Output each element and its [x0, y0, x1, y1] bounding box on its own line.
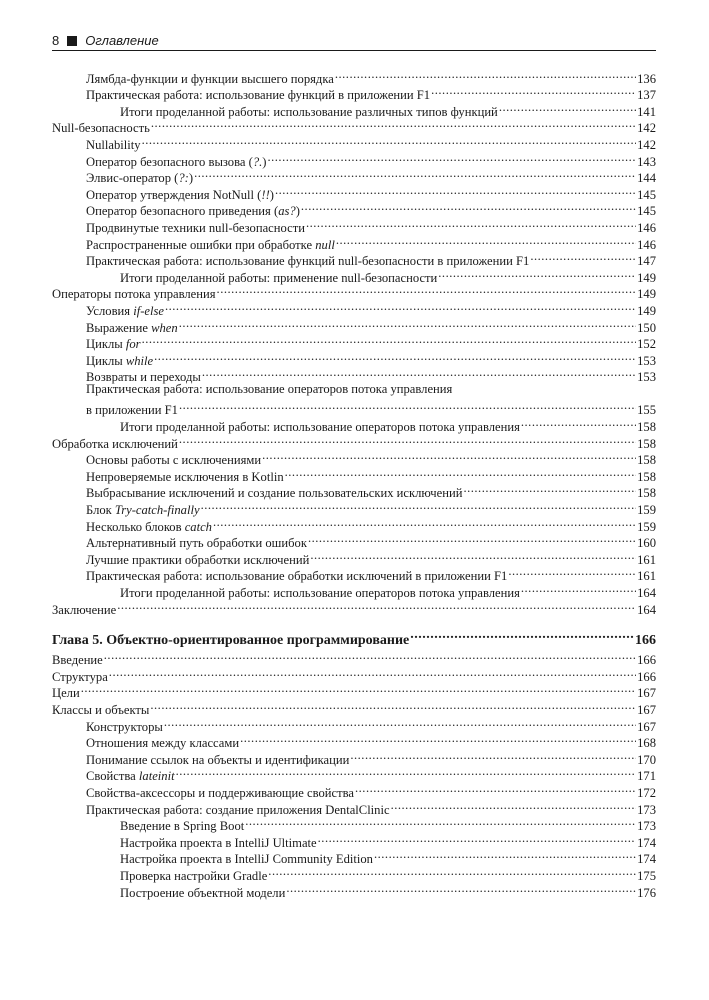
toc-entry-title: в приложении F1 — [86, 403, 178, 418]
dot-leader — [530, 249, 636, 266]
toc-entry — [52, 149, 656, 169]
toc-entry-page: 174 — [637, 852, 656, 867]
toc-entry-title: Непроверяемые исключения в Kotlin — [86, 469, 284, 484]
dot-leader — [335, 66, 636, 83]
toc-entry-title: Итоги проделанной работы: применение null-безопасности — [120, 270, 438, 285]
dot-leader — [104, 648, 636, 665]
dot-leader — [374, 847, 636, 864]
toc-entry-title: Блок Try-catch-finally — [86, 503, 200, 518]
toc-entry-title: Настройка проекта в IntelliJ Ultimate — [120, 835, 317, 850]
dot-leader — [499, 99, 636, 116]
toc-entry-title: Возвраты и переходы — [86, 370, 201, 385]
toc-entry-page: 159 — [637, 519, 656, 534]
dot-leader — [109, 664, 636, 681]
dot-leader — [310, 547, 636, 564]
dot-leader — [164, 714, 636, 731]
toc-entry-title: Настройка проекта в IntelliJ Community Edition — [120, 852, 373, 867]
toc-entry-title: Практическая работа: использование обработки исключений в приложении F1 — [86, 569, 508, 584]
dot-leader — [521, 580, 636, 597]
toc-entry-page: 155 — [637, 403, 656, 418]
toc-entry-title: Оператор безопасного вызова (?.) — [86, 154, 267, 169]
dot-leader — [410, 628, 634, 645]
toc-entry-page: 172 — [637, 785, 656, 800]
toc-entry-page: 137 — [637, 88, 656, 103]
toc-entry-page: 158 — [637, 469, 656, 484]
dot-leader — [267, 149, 636, 166]
toc-entry-title: Итоги проделанной работы: использование операторов потока управления — [120, 586, 520, 600]
dot-leader — [142, 332, 637, 349]
dot-leader — [81, 681, 636, 698]
toc-entry-page: 164 — [637, 586, 656, 600]
dot-leader — [240, 731, 636, 748]
toc-entry-page: 176 — [637, 885, 656, 900]
toc-entry-title: Классы и объекты — [52, 702, 150, 717]
toc-entry-title: Глава 5. Объектно-ориентированное программирование — [52, 633, 410, 649]
dot-leader — [213, 514, 636, 531]
toc-entry-title: Заключение — [52, 602, 117, 617]
toc-entry-page: 166 — [637, 653, 656, 668]
dot-leader — [217, 282, 637, 299]
dot-leader — [202, 365, 636, 382]
toc-entry-title: Итоги проделанной работы: использование различных типов функций — [120, 104, 498, 119]
toc-entry-title: Лямбда-функции и функции высшего порядка — [86, 71, 334, 86]
dot-leader — [194, 166, 636, 183]
toc-entry-page: 153 — [637, 370, 656, 385]
dot-leader — [508, 564, 636, 581]
toc-entry-title: Проверка настройки Gradle — [120, 868, 268, 883]
toc-entry-page: 153 — [637, 353, 656, 368]
toc-entry-page: 144 — [637, 171, 656, 186]
dot-leader — [355, 780, 636, 797]
toc-entry-title: Свойства-аксессоры и поддерживающие свойства — [86, 785, 354, 800]
toc-entry-title: Структура — [52, 669, 108, 684]
dot-leader — [336, 232, 636, 249]
toc-entry-page: 167 — [637, 719, 656, 734]
dot-leader — [142, 132, 637, 149]
toc-entry-title: Практическая работа: использование функций в приложении F1 — [86, 88, 431, 103]
header-title: Оглавление — [85, 33, 159, 48]
toc-entry-title: Понимание ссылок на объекты и идентификации — [86, 752, 350, 767]
toc-entry-page: 158 — [637, 453, 656, 468]
dot-leader — [285, 464, 636, 481]
toc-entry-page: 167 — [637, 686, 656, 701]
toc-entry-page: 175 — [637, 868, 656, 883]
toc-entry-title: Введение — [52, 653, 103, 668]
dot-leader — [154, 348, 636, 365]
toc-entry-page: 168 — [637, 736, 656, 751]
toc-entry — [52, 332, 656, 352]
dot-leader — [350, 747, 636, 764]
dot-leader — [150, 697, 636, 714]
toc-entry-title: Выбрасывание исключений и создание пользовательских исключений — [86, 486, 463, 501]
toc-entry-page: 170 — [637, 752, 656, 767]
toc-entry-title: Построение объектной модели — [120, 885, 286, 900]
dot-leader — [306, 215, 636, 232]
toc-entry-page: 166 — [635, 633, 656, 649]
dot-leader — [286, 880, 636, 897]
toc-entry-title: Оператор утверждения NotNull (!!) — [86, 187, 274, 202]
toc-entry-title: Практическая работа: использование функций null-безопасности в приложении F1 — [86, 254, 530, 269]
dot-leader — [201, 497, 637, 514]
running-header — [52, 30, 656, 51]
toc-entry-title: Цели — [52, 686, 80, 701]
toc-entry — [52, 681, 656, 701]
toc-entry — [52, 597, 656, 617]
dot-leader — [438, 265, 636, 282]
toc-entry-title: Введение в Spring Boot — [120, 819, 245, 834]
table-of-contents — [52, 66, 656, 900]
toc-entry-page: 149 — [637, 287, 656, 302]
toc-entry-title: Оператор безопасного приведения (as?) — [86, 204, 300, 219]
toc-entry-title: Отношения между классами — [86, 736, 240, 751]
toc-entry — [52, 697, 656, 717]
toc-entry-title: Элвис-оператор (?:) — [86, 171, 194, 186]
toc-entry-page: 158 — [637, 436, 656, 451]
toc-entry-page: 142 — [637, 137, 656, 152]
toc-entry-page: 171 — [637, 769, 656, 784]
dot-leader — [268, 863, 636, 880]
toc-entry-page: 166 — [637, 669, 656, 684]
toc-entry-page: 143 — [637, 154, 656, 169]
toc-entry-title: Практическая работа: использование операторов потока управления — [86, 382, 453, 397]
dot-leader — [391, 797, 637, 814]
dot-leader — [179, 431, 636, 448]
toc-entry-page: 152 — [637, 337, 656, 352]
dot-leader — [151, 116, 636, 133]
dot-leader — [165, 298, 636, 315]
toc-entry-page: 145 — [637, 204, 656, 219]
toc-entry-page: 158 — [637, 486, 656, 501]
toc-entry-title: Циклы for — [86, 337, 141, 352]
toc-entry-title: Продвинутые техники null-безопасности — [86, 220, 305, 235]
toc-entry-title: Выражение when — [86, 320, 178, 335]
toc-entry-page: 150 — [637, 320, 656, 335]
dot-leader — [245, 814, 636, 831]
toc-entry-title: Конструкторы — [86, 719, 163, 734]
toc-entry-title: Свойства lateinit — [86, 769, 175, 784]
toc-entry — [52, 132, 656, 152]
toc-entry-title: Практическая работа: создание приложения DentalClinic — [86, 802, 390, 817]
toc-entry-page: 167 — [637, 702, 656, 717]
toc-entry-page: 173 — [637, 819, 656, 834]
dot-leader — [179, 315, 636, 332]
square-bullet-icon — [67, 36, 77, 46]
toc-entry — [52, 66, 656, 86]
page-number: 8 — [52, 33, 60, 48]
toc-entry-page: 145 — [637, 187, 656, 202]
dot-leader — [117, 597, 636, 614]
toc-entry-page: 160 — [637, 536, 656, 551]
toc-entry-title: Основы работы с исключениями — [86, 453, 262, 468]
toc-entry-page: 164 — [637, 602, 656, 617]
toc-entry-title: Лучшие практики обработки исключений — [86, 552, 310, 567]
toc-entry-title: Итоги проделанной работы: использование операторов потока управления — [120, 420, 520, 435]
toc-entry-title: Nullability — [86, 137, 141, 152]
toc-entry-page: 142 — [637, 121, 656, 136]
toc-entry-page: 146 — [637, 220, 656, 235]
toc-entry-page: 146 — [637, 237, 656, 252]
toc-entry-page: 149 — [637, 270, 656, 285]
dot-leader — [318, 830, 636, 847]
toc-entry-title: Распространенные ошибки при обработке null — [86, 237, 335, 252]
toc-entry — [52, 381, 656, 418]
toc-entry-title: Null-безопасность — [52, 121, 150, 136]
toc-entry-title: Операторы потока управления — [52, 287, 216, 302]
toc-entry-page: 158 — [637, 420, 656, 435]
dot-leader — [463, 481, 636, 498]
dot-leader — [301, 199, 636, 216]
dot-leader — [308, 531, 636, 548]
toc-entry-page: 147 — [637, 254, 656, 269]
toc-entry-page: 161 — [637, 569, 656, 584]
dot-leader — [179, 398, 636, 415]
toc-entry-title: Условия if-else — [86, 303, 164, 318]
dot-leader — [176, 764, 637, 781]
dot-leader — [275, 182, 636, 199]
toc-entry-page: 173 — [637, 802, 656, 817]
dot-leader — [431, 83, 636, 100]
toc-entry-page: 174 — [637, 835, 656, 850]
toc-entry-title: Обработка исключений — [52, 436, 178, 451]
toc-entry-page: 141 — [637, 104, 656, 119]
toc-entry-page: 161 — [637, 552, 656, 567]
toc-entry-title: Несколько блоков catch — [86, 519, 212, 534]
toc-entry-continuation — [86, 398, 656, 418]
toc-chapter-heading — [52, 628, 656, 648]
toc-entry — [52, 348, 656, 368]
toc-entry-page: 159 — [637, 503, 656, 518]
toc-entry-page: 136 — [637, 71, 656, 86]
toc-entry-title: Циклы while — [86, 353, 154, 368]
toc-entry — [52, 648, 656, 668]
dot-leader — [262, 448, 636, 465]
dot-leader — [521, 414, 636, 431]
toc-entry-title: Альтернативный путь обработки ошибок — [86, 536, 307, 551]
toc-entry — [52, 664, 656, 684]
toc-entry-page: 149 — [637, 303, 656, 318]
